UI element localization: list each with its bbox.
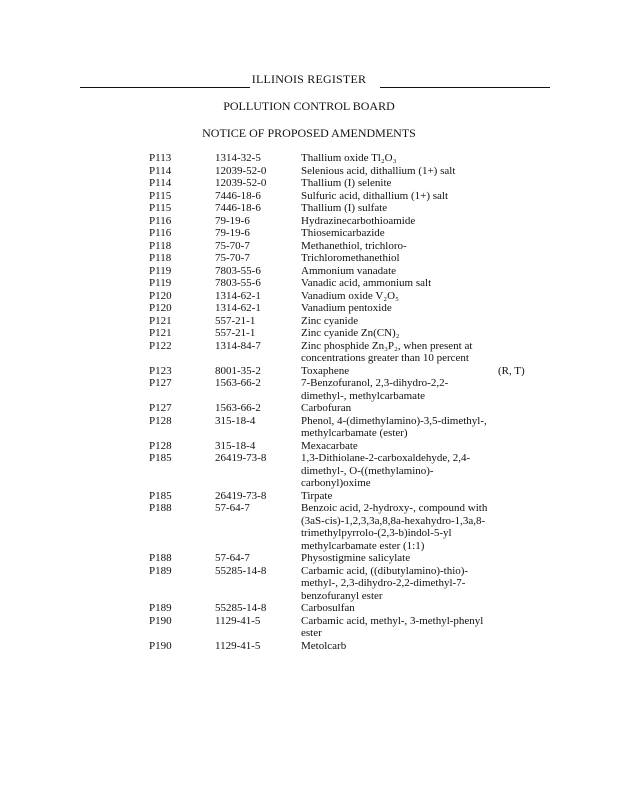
waste-code: P120 — [149, 302, 172, 314]
cas-number: 557-21-1 — [215, 314, 256, 327]
cas-number: 75-70-7 — [215, 239, 250, 252]
register-title: ILLINOIS REGISTER — [251, 72, 367, 86]
table-row — [0, 277, 618, 290]
waste-code: P185 — [149, 489, 172, 502]
cas-number: 8001-35-2 — [215, 364, 261, 377]
waste-code: P119 — [149, 264, 172, 277]
cas-number: 1314-62-1 — [215, 302, 261, 314]
waste-code: P188 — [149, 552, 172, 564]
waste-code: P190 — [149, 614, 172, 627]
substance-name: Carbosulfan — [301, 602, 355, 614]
board-title: POLLUTION CONTROL BOARD — [223, 99, 395, 113]
table-row — [0, 202, 618, 215]
table-row — [0, 565, 618, 603]
header-rule-left — [80, 87, 250, 88]
cas-number: 1129-41-5 — [215, 614, 261, 627]
substance-name: Carbamic acid, ((dibutylamino)-thio)-methyl-, 2,3-dihydro-2,2-dimethyl-7-benzofuranyl ester — [301, 564, 469, 602]
table-row — [0, 152, 618, 165]
waste-code: P189 — [149, 602, 172, 614]
table-row — [0, 215, 618, 228]
table-row — [0, 490, 618, 503]
table-row — [0, 265, 618, 278]
cas-number: 79-19-6 — [215, 214, 250, 227]
substance-name: Methanethiol, trichloro- — [301, 239, 407, 252]
substance-name: Vanadium oxide V₂O₅ — [301, 289, 399, 302]
table-row — [0, 415, 618, 440]
waste-code: P119 — [149, 277, 172, 289]
substance-name: Mexacarbate — [301, 439, 358, 452]
table-row — [0, 227, 618, 240]
cas-number: 57-64-7 — [215, 502, 250, 514]
header-rule-right — [380, 87, 550, 88]
substance-name: Benzoic acid, 2-hydroxy-, compound with (3aS-cis)-1,2,3,3a,8,8a-hexahydro-1,3a,8-trimethylpyrrolo-(2,3-b)indol-5-yl methylcarbamate ester (1:1) — [301, 502, 488, 552]
table-row — [0, 315, 618, 328]
substance-name: Thallium (I) sulfate — [301, 202, 388, 214]
substance-name: Thallium (I) selenite — [301, 177, 392, 189]
waste-code: P118 — [149, 252, 172, 264]
notice-title: NOTICE OF PROPOSED AMENDMENTS — [202, 126, 416, 140]
table-row — [0, 602, 618, 615]
cas-number: 1563-66-2 — [215, 377, 261, 389]
table-row — [0, 440, 618, 453]
cas-number: 1314-62-1 — [215, 289, 261, 302]
substance-name: Sulfuric acid, dithallium (1+) salt — [301, 189, 449, 202]
substance-name: Metolcarb — [301, 639, 347, 652]
waste-code: P190 — [149, 639, 172, 652]
table-row — [0, 452, 618, 490]
cas-number: 1314-84-7 — [215, 339, 261, 352]
table-row — [0, 190, 618, 203]
cas-number: 55285-14-8 — [215, 602, 267, 614]
substance-name: Carbamic acid, methyl-, 3-methyl-phenyl ester — [301, 614, 484, 639]
substance-name: Selenious acid, dithallium (1+) salt — [301, 164, 456, 177]
cas-number: 315-18-4 — [215, 414, 256, 427]
waste-code: P113 — [149, 152, 172, 164]
waste-code: P127 — [149, 402, 172, 414]
cas-number: 7803-55-6 — [215, 264, 261, 277]
cas-number: 7803-55-6 — [215, 277, 261, 289]
waste-code: P121 — [149, 327, 172, 339]
cas-number: 7446-18-6 — [215, 189, 261, 202]
substance-name: Ammonium vanadate — [301, 264, 397, 277]
substance-name: Vanadic acid, ammonium salt — [301, 277, 432, 289]
waste-code: P122 — [149, 339, 172, 352]
substance-name: Zinc cyanide Zn(CN)₂ — [301, 327, 400, 339]
waste-code: P128 — [149, 414, 172, 427]
table-row — [0, 290, 618, 303]
table-row — [0, 177, 618, 190]
cas-number: 1129-41-5 — [215, 639, 261, 652]
waste-code: P114 — [149, 164, 172, 177]
waste-code: P128 — [149, 439, 172, 452]
cas-number: 12039-52-0 — [215, 177, 267, 189]
waste-code: P115 — [149, 202, 172, 214]
substance-name: 1,3-Dithiolane-2-carboxaldehyde, 2,4-dimethyl-, O-((methylamino)-carbonyl)oxime — [301, 452, 471, 489]
waste-code: P185 — [149, 452, 172, 464]
cas-number: 79-19-6 — [215, 227, 250, 239]
cas-number: 1563-66-2 — [215, 402, 261, 414]
substance-name: Thallium oxide Tl₂O₃ — [301, 152, 397, 164]
table-row — [0, 377, 618, 402]
cas-number: 7446-18-6 — [215, 202, 261, 214]
hazard-code: (R, T) — [498, 364, 525, 377]
table-row — [0, 252, 618, 265]
table-row — [0, 302, 618, 315]
cas-number: 55285-14-8 — [215, 564, 267, 577]
substance-name: Phenol, 4-(dimethylamino)-3,5-dimethyl-, methylcarbamate (ester) — [301, 414, 487, 439]
hazardous-waste-table — [0, 152, 618, 652]
cas-number: 315-18-4 — [215, 439, 256, 452]
table-row — [0, 552, 618, 565]
substance-name: Zinc cyanide — [301, 314, 359, 327]
substance-name: Physostigmine salicylate — [301, 552, 411, 564]
substance-name: Tirpate — [301, 489, 333, 502]
substance-name: Carbofuran — [301, 402, 352, 414]
waste-code: P114 — [149, 177, 172, 189]
table-row — [0, 402, 618, 415]
waste-code: P116 — [149, 227, 172, 239]
substance-name: Toxaphene — [301, 364, 350, 377]
table-row — [0, 615, 618, 640]
waste-code: P188 — [149, 502, 172, 514]
substance-name: Hydrazinecarbothioamide — [301, 214, 416, 227]
waste-code: P116 — [149, 214, 172, 227]
cas-number: 557-21-1 — [215, 327, 256, 339]
cas-number: 26419-73-8 — [215, 489, 267, 502]
waste-code: P115 — [149, 189, 172, 202]
table-row — [0, 165, 618, 178]
table-row — [0, 640, 618, 653]
waste-code: P118 — [149, 239, 172, 252]
table-row — [0, 365, 618, 378]
substance-name: Thiosemicarbazide — [301, 227, 385, 239]
table-row — [0, 327, 618, 340]
table-row — [0, 240, 618, 253]
waste-code: P123 — [149, 364, 172, 377]
substance-name: Trichloromethanethiol — [301, 252, 400, 264]
table-row — [0, 502, 618, 552]
waste-code: P127 — [149, 377, 172, 389]
cas-number: 26419-73-8 — [215, 452, 267, 464]
waste-code: P189 — [149, 564, 172, 577]
cas-number: 57-64-7 — [215, 552, 250, 564]
substance-name: Zinc phosphide Zn₃P₂, when present at concentrations greater than 10 percent — [301, 339, 473, 364]
cas-number: 75-70-7 — [215, 252, 250, 264]
cas-number: 12039-52-0 — [215, 164, 267, 177]
cas-number: 1314-32-5 — [215, 152, 261, 164]
substance-name: 7-Benzofuranol, 2,3-dihydro-2,2-dimethyl-, methylcarbamate — [301, 377, 449, 402]
waste-code: P121 — [149, 314, 172, 327]
waste-code: P120 — [149, 289, 172, 302]
substance-name: Vanadium pentoxide — [301, 302, 392, 314]
